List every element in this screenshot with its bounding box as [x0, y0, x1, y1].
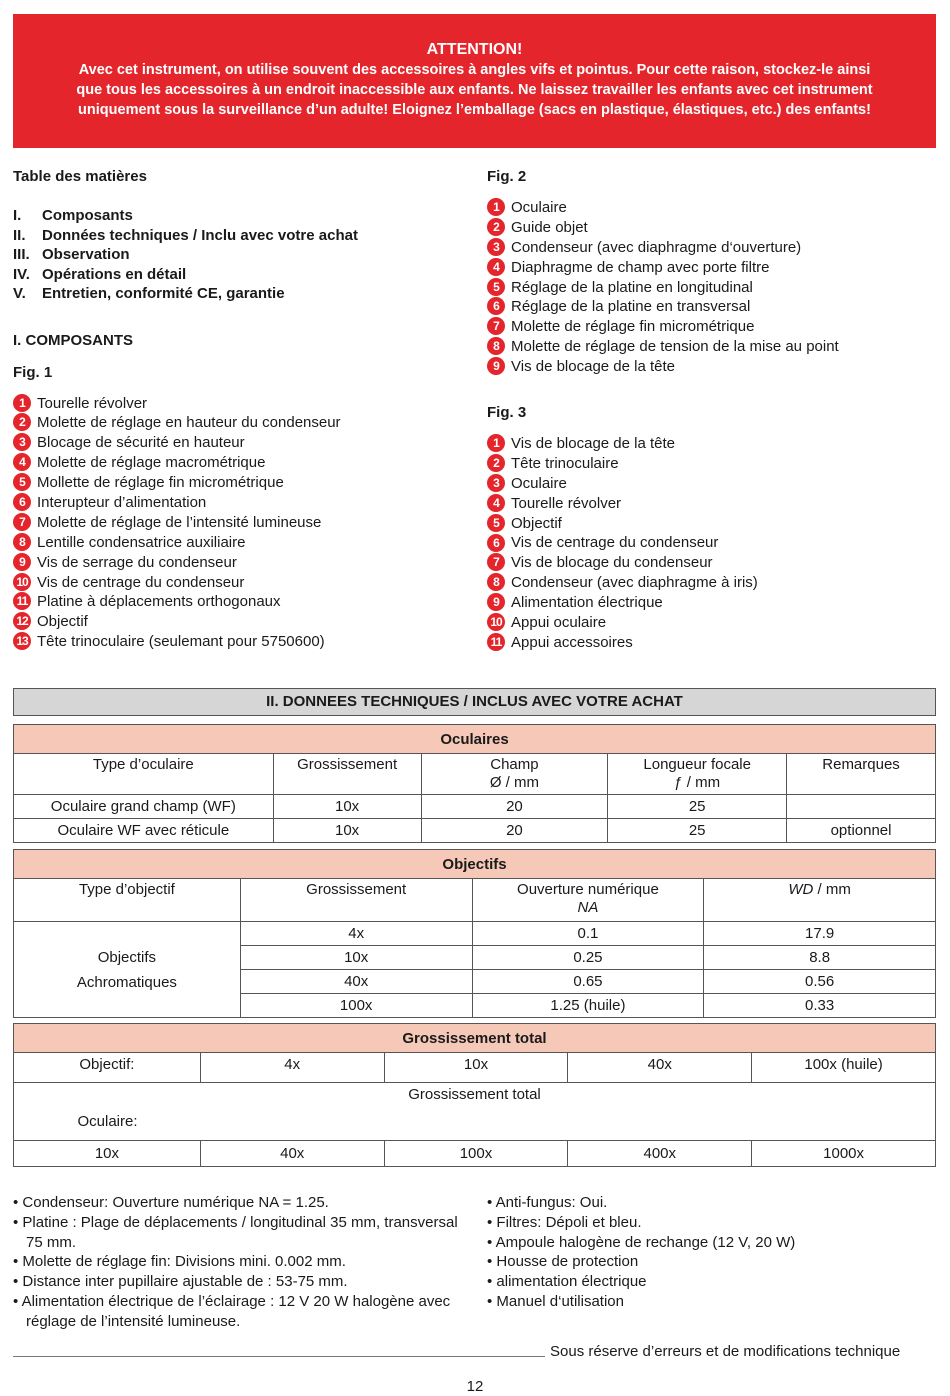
specs-right [487, 1193, 927, 1312]
table-row [14, 922, 936, 946]
number-badge: 1 [13, 394, 31, 412]
col-header: Champ Ø / mm [421, 754, 608, 795]
list-item-label: Molette de réglage de l’intensité lumineuse [37, 513, 322, 531]
objectif-type-cell: Objectifs Achromatiques [14, 922, 241, 1018]
list-item [13, 612, 473, 632]
col-header: Longueur focale ƒ / mm [608, 754, 787, 795]
table-cell [787, 795, 936, 819]
table-cell: 100x [384, 1141, 568, 1167]
number-badge: 4 [487, 494, 505, 512]
table-cell: 8.8 [704, 946, 936, 970]
footer-note: Sous réserve d’erreurs et de modifications technique [550, 1343, 901, 1360]
table-cell: 100x (huile) [752, 1053, 936, 1083]
list-item [487, 258, 937, 278]
list-item [487, 593, 937, 613]
table-cell: 100x [240, 994, 472, 1018]
list-item-label: Molette de réglage fin micrométrique [511, 318, 755, 336]
list-item [13, 453, 473, 473]
spec-item: • Molette de réglage fin: Divisions mini. 0.002 mm. [13, 1253, 346, 1271]
list-item [487, 317, 937, 337]
table-cell: 40x [240, 970, 472, 994]
list-item-label: Alimentation électrique [511, 594, 663, 612]
spec-item: • Platine : Plage de déplacements / longitudinal 35 mm, transversal 75 mm. [13, 1213, 458, 1251]
table-cell: 1000x [752, 1141, 936, 1167]
warning-line: que tous les accessoires à un endroit inaccessible aux enfants. Ne laissez travailler les enfants avec cet instrument [76, 82, 873, 98]
number-badge: 8 [487, 337, 505, 355]
list-item-label: Tourelle révolver [511, 494, 622, 512]
col-header: Ouverture numérique NA [472, 879, 704, 922]
table-cell: 4x [240, 922, 472, 946]
list-item [487, 573, 937, 593]
list-item-label: Condenseur (avec diaphragme à iris) [511, 574, 758, 592]
list-item [487, 514, 937, 534]
list-item-label: Blocage de sécurité en hauteur [37, 434, 245, 452]
table-cell: Oculaire grand champ (WF) [14, 795, 274, 819]
number-badge: 3 [13, 433, 31, 451]
number-badge: 6 [487, 297, 505, 315]
number-badge: 8 [13, 533, 31, 551]
right-column [487, 167, 937, 653]
number-badge: 13 [13, 632, 31, 650]
table-cell: 10x [273, 795, 421, 819]
number-badge: 3 [487, 474, 505, 492]
table-cell: Oculaire WF avec réticule [14, 819, 274, 843]
number-badge: 9 [13, 553, 31, 571]
list-item-label: Objectif [511, 514, 562, 532]
number-badge: 10 [487, 613, 505, 631]
list-item-label: Tête trinoculaire [511, 454, 619, 472]
table-cell: 0.65 [472, 970, 704, 994]
list-item-label: Mollette de réglage fin micrométrique [37, 474, 284, 492]
number-badge: 5 [487, 278, 505, 296]
list-item-label: Lentille condensatrice auxiliaire [37, 533, 246, 551]
objectifs-table [13, 849, 936, 1018]
grossissement-title: Grossissement total [14, 1024, 936, 1053]
table-cell: 20 [421, 819, 608, 843]
footer-divider [13, 1356, 545, 1357]
table-row [14, 1141, 936, 1167]
oculaires-table [13, 724, 936, 843]
list-item-label: Vis de blocage de la tête [511, 358, 676, 376]
toc-item[interactable]: II. Données techniques / Inclu avec votre achat [13, 226, 358, 244]
fig2-list [487, 198, 937, 377]
number-badge: 11 [13, 592, 31, 610]
table-cell: 10x [273, 819, 421, 843]
grossissement-table [13, 1023, 936, 1167]
spec-item: • Ampoule halogène de rechange (12 V, 20 W) [487, 1233, 796, 1251]
list-item-label: Diaphragme de champ avec porte filtre [511, 258, 770, 276]
number-badge: 2 [13, 413, 31, 431]
toc-item[interactable]: IV. Opérations en détail [13, 265, 187, 283]
number-badge: 9 [487, 593, 505, 611]
spec-item: • Filtres: Dépoli et bleu. [487, 1213, 642, 1231]
table-cell: 20 [421, 795, 608, 819]
list-item [487, 533, 937, 553]
spec-item: • Condenseur: Ouverture numérique NA = 1.25. [13, 1194, 329, 1211]
list-item [487, 238, 937, 258]
list-item [487, 434, 937, 454]
spec-item: • Housse de protection [487, 1253, 639, 1271]
spec-item: • Distance inter pupillaire ajustable de : 53-75 mm. [13, 1273, 348, 1291]
grossissement-total-label: Grossissement total [408, 1086, 541, 1103]
list-item-label: Vis de serrage du condenseur [37, 553, 237, 571]
table-cell: 0.33 [704, 994, 936, 1018]
table-row [14, 795, 936, 819]
warning-title: ATTENTION! [426, 41, 523, 58]
number-badge: 8 [487, 573, 505, 591]
list-item [487, 633, 937, 653]
table-cell: 10x [240, 946, 472, 970]
list-item-label: Vis de centrage du condenseur [37, 573, 245, 591]
number-badge: 10 [13, 573, 31, 591]
list-item-label: Réglage de la platine en longitudinal [511, 278, 753, 296]
spec-item: • Alimentation électrique de l’éclairage : 12 V 20 W halogène avec réglage de l’intensité lumineuse. [13, 1292, 451, 1330]
table-cell: 400x [568, 1141, 752, 1167]
col-header: Remarques [787, 754, 936, 795]
list-item [13, 513, 473, 533]
col-header: Grossissement [273, 754, 421, 795]
table-cell: 10x [384, 1053, 568, 1083]
table-cell: 25 [608, 795, 787, 819]
list-item-label: Objectif [37, 613, 88, 631]
number-badge: 5 [487, 514, 505, 532]
list-item-label: Condenseur (avec diaphragme d‘ouverture) [511, 238, 802, 256]
list-item [13, 394, 473, 414]
number-badge: 4 [487, 258, 505, 276]
number-badge: 2 [487, 454, 505, 472]
list-item-label: Oculaire [511, 199, 567, 216]
table-cell: 0.25 [472, 946, 704, 970]
list-item [13, 632, 473, 652]
table-cell: 40x [568, 1053, 752, 1083]
toc-item[interactable]: V. Entretien, conformité CE, garantie [13, 285, 285, 302]
list-item-label: Molette de réglage en hauteur du condenseur [37, 414, 341, 432]
table-of-contents [13, 206, 473, 304]
number-badge: 4 [13, 453, 31, 471]
left-column [13, 167, 473, 652]
col-header: Type d’objectif [14, 879, 241, 922]
list-item [487, 613, 937, 633]
table-cell: 1.25 (huile) [472, 994, 704, 1018]
list-item-label: Vis de centrage du condenseur [511, 534, 719, 552]
spec-item: • alimentation électrique [487, 1273, 647, 1291]
table-cell: 17.9 [704, 922, 936, 946]
section-title-donnees: II. DONNEES TECHNIQUES / INCLUS AVEC VOTRE ACHAT [13, 688, 936, 716]
fig3-list [487, 434, 937, 653]
number-badge: 7 [13, 513, 31, 531]
list-item-label: Tête trinoculaire (seulemant pour 5750600) [37, 633, 325, 651]
list-item [487, 553, 937, 573]
list-item [13, 573, 473, 593]
number-badge: 11 [487, 633, 505, 651]
table-cell: 25 [608, 819, 787, 843]
list-item-label: Appui oculaire [511, 614, 607, 632]
table-cell: 10x [14, 1141, 201, 1167]
warning-line: Avec cet instrument, on utilise souvent des accessoires à angles vifs et pointus. Pour cette raison, stockez-le ainsi [78, 62, 871, 78]
table-cell: optionnel [787, 819, 936, 843]
list-item [13, 433, 473, 453]
grossissement-middle-cell [14, 1083, 936, 1141]
list-item [13, 553, 473, 573]
list-item-label: Réglage de la platine en transversal [511, 298, 751, 316]
number-badge: 5 [13, 473, 31, 491]
list-item [487, 198, 937, 218]
list-item-label: Interupteur d’alimentation [37, 493, 207, 511]
oculaires-title: Oculaires [14, 725, 936, 754]
fig1-list [13, 394, 473, 653]
number-badge: 2 [487, 218, 505, 236]
list-item-label: Tourelle révolver [37, 394, 148, 412]
list-item-label: Molette de réglage de tension de la mise au point [511, 338, 839, 356]
toc-item[interactable]: I. Composants [13, 207, 133, 224]
list-item [487, 297, 937, 317]
list-item-label: Platine à déplacements orthogonaux [37, 593, 281, 611]
number-badge: 12 [13, 612, 31, 630]
list-item [487, 474, 937, 494]
list-item [487, 494, 937, 514]
spec-item: • Anti-fungus: Oui. [487, 1194, 608, 1211]
section-title-composants: I. COMPOSANTS [13, 331, 134, 349]
number-badge: 6 [13, 493, 31, 511]
number-badge: 7 [487, 553, 505, 571]
table-cell: 40x [200, 1141, 384, 1167]
list-item-label: Vis de blocage de la tête [511, 435, 676, 453]
objectif-label: Objectif: [14, 1053, 201, 1083]
list-item-label: Guide objet [511, 218, 588, 236]
list-item [487, 357, 937, 377]
list-item [487, 454, 937, 474]
col-header: Type d’oculaire [14, 754, 274, 795]
page-number: 12 [466, 1378, 484, 1395]
oculaire-label: Oculaire: [77, 1113, 138, 1130]
fig2-title: Fig. 2 [487, 168, 527, 185]
number-badge: 1 [487, 198, 505, 216]
fig3-title: Fig. 3 [487, 404, 527, 422]
list-item-label: Molette de réglage macrométrique [37, 454, 266, 472]
number-badge: 7 [487, 317, 505, 335]
list-item [13, 533, 473, 553]
spec-item: • Manuel d‘utilisation [487, 1292, 624, 1310]
list-item [487, 278, 937, 298]
fig1-title: Fig. 1 [13, 363, 53, 381]
toc-item[interactable]: III. Observation [13, 246, 130, 263]
table-cell: 0.1 [472, 922, 704, 946]
list-item [13, 592, 473, 612]
number-badge: 3 [487, 238, 505, 256]
objectifs-title: Objectifs [14, 850, 936, 879]
col-header: Grossissement [240, 879, 472, 922]
specs-left [13, 1193, 468, 1332]
number-badge: 6 [487, 534, 505, 552]
list-item [13, 473, 473, 493]
number-badge: 9 [487, 357, 505, 375]
list-item-label: Appui accessoires [511, 633, 633, 651]
table-cell: 0.56 [704, 970, 936, 994]
table-row [14, 819, 936, 843]
warning-banner [13, 14, 936, 148]
warning-line: uniquement sous la surveillance d’un adulte! Eloignez l’emballage (sacs en plastique, élastiques, etc.) des enfants! [78, 102, 871, 118]
number-badge: 1 [487, 434, 505, 452]
toc-title: Table des matières [13, 168, 147, 185]
col-header: WD / mm [704, 879, 936, 922]
list-item [13, 493, 473, 513]
list-item [487, 337, 937, 357]
list-item [487, 218, 937, 238]
list-item-label: Vis de blocage du condenseur [511, 554, 713, 572]
list-item-label: Oculaire [511, 474, 567, 492]
list-item [13, 413, 473, 433]
table-cell: 4x [200, 1053, 384, 1083]
